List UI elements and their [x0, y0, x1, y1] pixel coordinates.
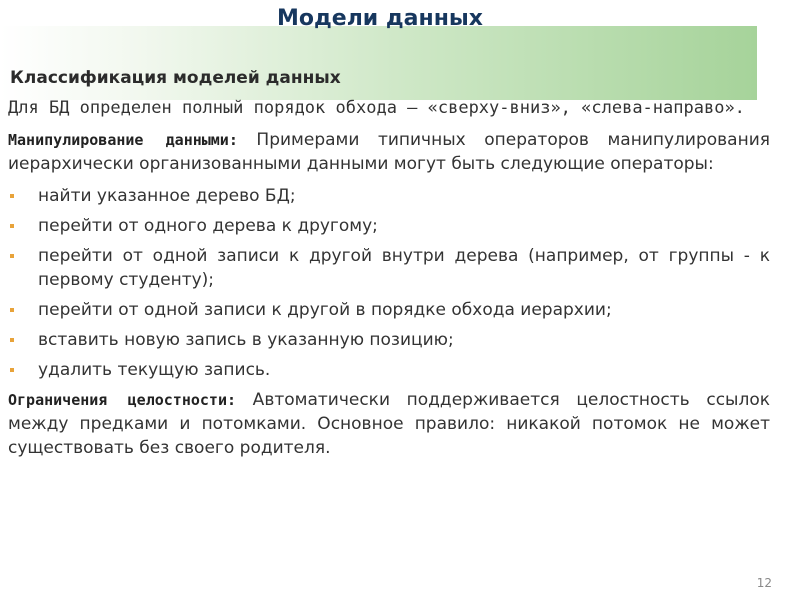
- list-item: [8, 244, 770, 292]
- list-item: [8, 328, 770, 352]
- slide-number: 12: [756, 576, 772, 590]
- intro-paragraph: Для БД определен полный порядок обхода – «сверху-вниз», «слева-направо».: [8, 98, 745, 118]
- bullet-icon: [10, 254, 14, 258]
- title-banner: [0, 26, 757, 100]
- slide-body: [8, 96, 770, 468]
- integrity-text: Автоматически поддерживается целостность ссылок между предками и потомками. Основное правило: никакой потомок не может существовать без своего родителя.: [8, 390, 770, 458]
- list-item: [8, 184, 770, 208]
- slide-subtitle: Классификация моделей данных: [10, 68, 341, 88]
- bullet-icon: [10, 308, 14, 312]
- bullet-icon: [10, 194, 14, 198]
- manipulation-label: Манипулирование данными:: [8, 131, 238, 149]
- bullet-icon: [10, 338, 14, 342]
- bullet-icon: [10, 368, 14, 372]
- operation-text: перейти от одного дерева к другому;: [38, 216, 378, 236]
- operation-text: удалить текущую запись.: [38, 360, 271, 380]
- operation-text: найти указанное дерево БД;: [38, 186, 296, 206]
- operation-text: перейти от одной записи к другой внутри дерева (например, от группы - к первому студенту);: [38, 246, 770, 290]
- operation-text: вставить новую запись в указанную позицию;: [38, 330, 454, 350]
- slide-title: Модели данных: [277, 6, 483, 31]
- operations-list: [8, 184, 770, 382]
- bullet-icon: [10, 224, 14, 228]
- list-item: [8, 298, 770, 322]
- list-item: [8, 358, 770, 382]
- list-item: [8, 214, 770, 238]
- manipulation-text: Примерами типичных операторов манипулирования иерархически организованными данными могут быть следующие операторы:: [8, 130, 770, 174]
- integrity-paragraph: [8, 388, 770, 460]
- integrity-label: Ограничения целостности:: [8, 391, 237, 409]
- operation-text: перейти от одной записи к другой в порядке обхода иерархии;: [38, 300, 612, 320]
- manipulation-paragraph: [8, 128, 770, 176]
